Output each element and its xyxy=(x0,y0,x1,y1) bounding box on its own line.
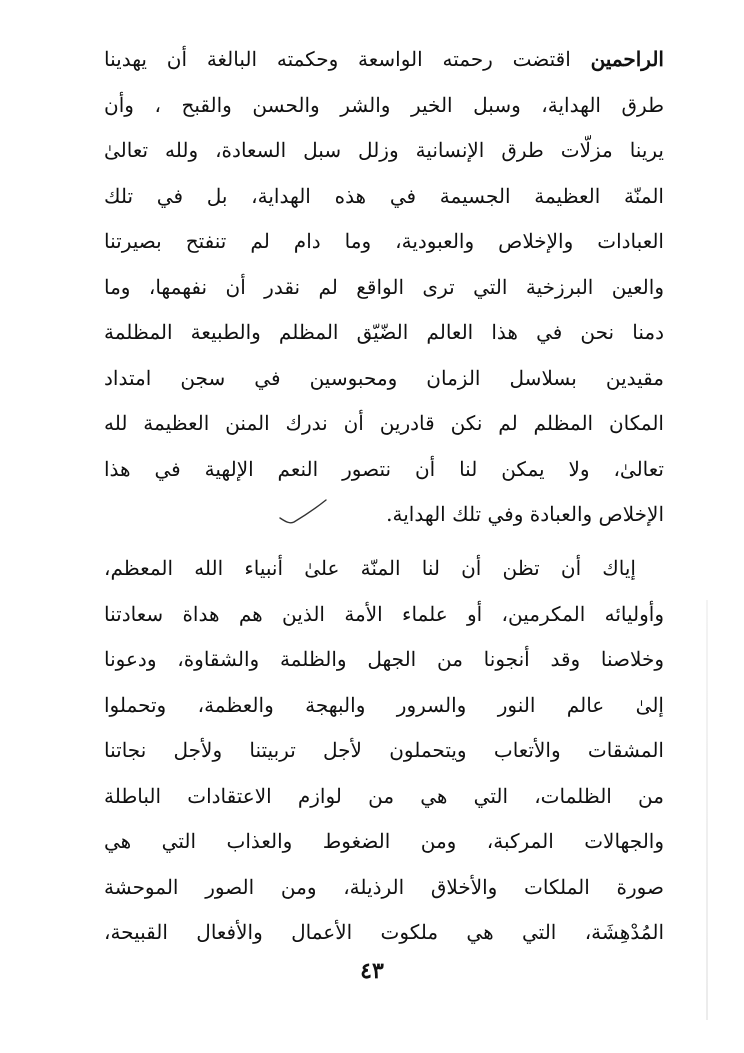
bold-term: الراحمين xyxy=(590,47,664,71)
text-line: العبادات والإخلاص والعبودية، وما دام لم تنفتح بصيرتنا xyxy=(104,229,664,253)
text-line: الإخلاص والعبادة وفي تلك الهداية. xyxy=(386,502,664,526)
text-line: المنّة العظيمة الجسيمة في هذه الهداية، بل في تلك xyxy=(104,183,664,208)
pen-checkmark-icon xyxy=(278,498,328,526)
text-line xyxy=(104,37,664,83)
text-line: المكان المظلم لم نكن قادرين أن ندرك المنن العظيمة لله xyxy=(104,411,664,435)
line-text: اقتضت رحمته الواسعة وحكمته البالغة أن يهدينا xyxy=(104,47,591,71)
text-line: طرق الهداية، وسبل الخير والشر والحسن والقبح ، وأن xyxy=(104,92,664,117)
text-line: وخلاصنا وقد أنجونا من الجهل والظلمة والشقاوة، ودعونا xyxy=(104,647,664,671)
text-line: مقيدين بسلاسل الزمان ومحبوسين في سجن امتداد xyxy=(104,365,664,390)
text-line: صورة الملكات والأخلاق الرذيلة، ومن الصور الموحشة xyxy=(104,874,664,899)
text-line: والجهالات المركبة، ومن الضغوط والعذاب التي هي xyxy=(104,829,664,853)
text-line: تعالىٰ، ولا يمكن لنا أن نتصور النعم الإلهية في هذا xyxy=(104,456,664,481)
text-line: المُدْهِشَة، التي هي ملكوت الأعمال والأفعال القبيحة، xyxy=(104,920,664,944)
page-edge-shadow xyxy=(706,600,708,1020)
page-number: ٤٣ xyxy=(360,958,384,984)
text-line: والعين البرزخية التي ترى الواقع لم نقدر أن نفهمها، وما xyxy=(104,274,664,299)
text-line: يرينا مزلّات طرق الإنسانية وزلل سبل السعادة، ولله تعالىٰ xyxy=(104,138,664,162)
text-line: من الظلمات، التي هي من لوازم الاعتقادات الباطلة xyxy=(104,783,664,808)
paragraph-2 xyxy=(104,546,664,956)
paragraph-1 xyxy=(104,37,664,538)
text-line: إلىٰ عالم النور والسرور والبهجة والعظمة، وتحملوا xyxy=(104,692,664,717)
text-line: وأوليائه المكرمين، أو علماء الأمة الذين هم هداة سعادتنا xyxy=(104,601,664,626)
text-line: إياك أن تظن أن لنا المنّة علىٰ أنبياء الله المعظم، xyxy=(104,556,636,580)
text-line: دمنا نحن في هذا العالم الضّيّق المظلم والطبيعة المظلمة xyxy=(104,320,664,344)
text-line: المشقات والأتعاب ويتحملون لأجل تربيتنا ولأجل نجاتنا xyxy=(104,738,664,762)
